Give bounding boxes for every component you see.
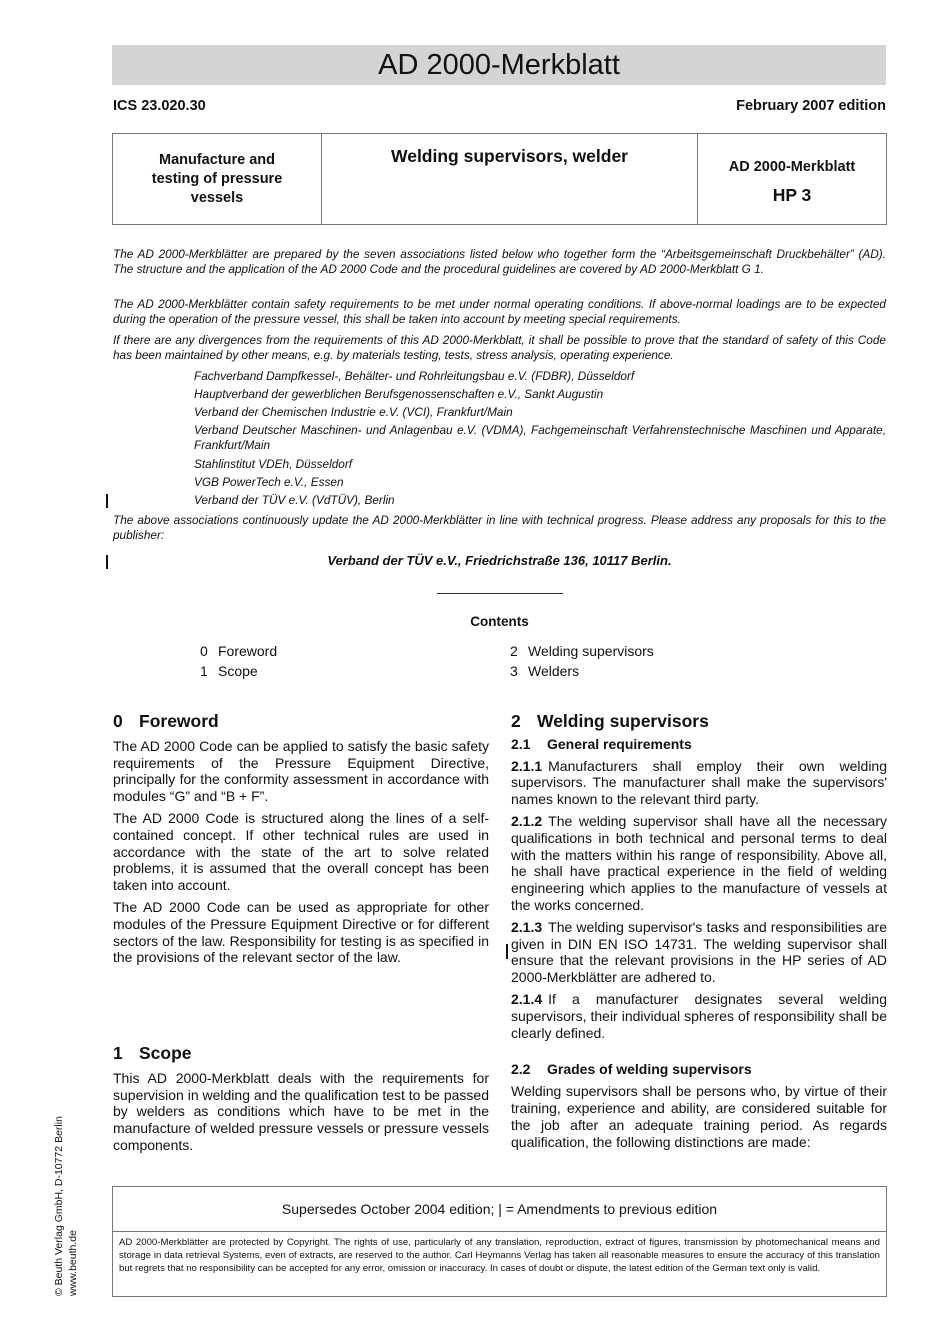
section-number: 2 [511,711,521,731]
clause-paragraph [511,758,887,808]
document-banner: AD 2000-Merkblatt [112,45,886,85]
subsection-title: Grades of welding supervisors [547,1061,752,1078]
association-item: Verband der TÜV e.V. (VdTÜV), Berlin [194,493,395,507]
section-title: Welding supervisors [537,711,709,731]
clause-number: 2.1.2 [511,812,543,829]
section-title: Foreword [139,711,219,731]
title-box [112,133,887,225]
section-title: Scope [139,1043,192,1063]
intro-paragraph-2: The AD 2000-Merkblätter contain safety requirements to be met under normal operating conditions. If above-normal loadings are to be expected during the operation of the pressure vessel, this shall be taken into account by meeting special requirements. [113,297,886,326]
contents-item-number: 2 [510,643,518,659]
copyright-notice: AD 2000-Merkblätter are protected by Copyright. The rights of use, particularly of any translation, reproduction, extract of figures, transmission by photomechanical means and storage in data retrieval Systems, even of extracts, are reserved to the author. Carl Heymanns Verlag has taken all reasonable measures to ensure the accuracy of this translation but regrets that no responsibility can be accepted for any error, omission or inaccuracy. In cases of doubt or dispute, the latest edition of the German text only is valid. [119,1237,880,1274]
clause-paragraph [511,813,887,914]
edition-date: February 2007 edition [736,98,886,114]
footer-box [112,1186,887,1297]
contents-item[interactable] [200,661,277,681]
foreword-paragraph: The AD 2000 Code can be used as appropriate for other modules of the Pressure Equipment Directive or for different sectors of the law. Responsibility for testing is as specified in the provisions of the relevant sector of the law. [113,898,489,966]
code-cell [698,134,886,224]
association-item: Verband Deutscher Maschinen- und Anlagenbau e.V. (VDMA), Fachgemeinschaft Verfahrenstechnische Maschinen und Apparate, Frankfurt/Main [194,423,886,452]
intro-paragraph-1: The AD 2000-Merkblätter are prepared by the seven associations listed below who together form the “Arbeitsgemeinschaft Druckbehälter” (AD). The structure and the application of the AD 2000 Code and the procedural guidelines are covered by AD 2000-Merkblatt G 1. [113,247,886,276]
association-item: Hauptverband der gewerblichen Berufsgenossenschaften e.V., Sankt Augustin [194,387,604,401]
clause-text: The welding supervisor shall have all the necessary qualifications in both technical and personal terms to deal with the matters within his range of responsibility. Above all, he shall have practical experience in the field of welding engineering which applies to the manufacture of vessels at the works concerned. [511,812,887,913]
section-number: 0 [113,711,123,731]
clause-text: The welding supervisor's tasks and responsibilities are given in DIN EN ISO 14731. The welding supervisor shall ensure that the relevant provisions in the HP series of AD 2000-Merkblätter are adhered to. [511,918,887,986]
association-item: Verband der Chemischen Industrie e.V. (VCI), Frankfurt/Main [194,405,513,419]
clause-text: If a manufacturer designates several welding supervisors, their individual spheres of responsibility shall be clearly defined. [511,990,887,1041]
contents-item[interactable] [200,641,277,661]
foreword-section [113,713,489,971]
document-title: Welding supervisors, welder [322,134,698,224]
clause-number: 2.1.3 [511,918,543,935]
ics-code: ICS 23.020.30 [113,98,206,114]
foreword-paragraph: The AD 2000 Code can be applied to satisfy the basic safety requirements of the Pressure Equipment Directive, principally for the conformity assessment in accordance with modules “G” and “B + F”. [113,737,489,805]
intro-paragraph-3: If there are any divergences from the requirements of this AD 2000-Merkblatt, it shall be possible to prove that the standard of safety of this Code has been maintained by other means, e.g. by materials testing, tests, stress analysis, operating experience. [113,333,886,362]
publisher-website[interactable]: www.beuth.de [67,1230,79,1296]
clause-number: 2.1.4 [511,990,543,1007]
supersedes-note: Supersedes October 2004 edition; | = Amendments to previous edition [113,1187,886,1232]
divider [437,593,563,594]
contents-item-number: 3 [510,663,518,679]
section-number: 1 [113,1043,123,1063]
subject-cell [113,134,322,224]
intro-paragraph-4: The above associations continuously update the AD 2000-Merkblätter in line with technical progress. Please address any proposals for this to the publisher: [113,513,886,542]
section-heading [113,713,489,730]
document-code: HP 3 [772,185,812,205]
clause-text: Manufacturers shall employ their own welding supervisors. The manufacturer shall make the supervisors' names known to the relevant third party. [511,757,887,808]
clause-number: 2.1.1 [511,757,543,774]
clause-paragraph: Welding supervisors shall be persons who, by virtue of their training, experience and ability, are considered suitable for the job after an adequate training period. As regards qualification, the following distinctions are made: [511,1083,887,1150]
clause-paragraph [511,991,887,1041]
change-bar [106,555,108,569]
subsection-heading [511,736,887,753]
contents-item-label: Scope [218,663,258,679]
subsection-number: 2.2 [511,1061,531,1078]
contents-item-number: 1 [200,663,208,679]
section-heading [113,1045,489,1062]
contents-list-right [510,641,654,681]
series-label: AD 2000-Merkblatt [728,159,856,175]
scope-section [113,1045,489,1159]
scope-paragraph: This AD 2000-Merkblatt deals with the requirements for supervision in welding and the qualification test to be passed by welders as conditions which have to be met in the manufacture of welded pressure vessels or pressure vessels components. [113,1069,489,1153]
contents-heading: Contents [470,614,529,629]
subsection-heading [511,1061,887,1078]
foreword-paragraph: The AD 2000 Code is structured along the lines of a self-contained concept. If other technical rules are used in accordance with the state of the art to solve related problems, it is assumed that the overall concept has been taken into account. [113,809,489,894]
association-item: Fachverband Dampfkessel-, Behälter- und Rohrleitungsbau e.V. (FDBR), Düsseldorf [194,369,635,383]
change-bar [506,944,508,959]
welding-supervisors-section [511,713,887,1155]
contents-item-label: Foreword [218,643,278,659]
contents-item[interactable] [510,661,654,681]
contents-item[interactable] [510,641,654,661]
change-bar [106,494,108,508]
section-heading [511,713,887,730]
contents-item-label: Welding supervisors [528,643,654,659]
subsection-title: General requirements [547,735,692,752]
publisher-address: Verband der TÜV e.V., Friedrichstraße 136, 10117 Berlin. [327,553,672,568]
side-imprint [52,1116,102,1296]
publisher-copyright: © Beuth Verlag GmbH, D-10772 Berlin [53,1116,65,1296]
association-item: VGB PowerTech e.V., Essen [194,475,344,489]
subject-text: Manufacture and testing of pressure vessels [151,151,283,206]
clause-paragraph [511,919,887,986]
contents-item-label: Welders [528,663,580,679]
association-item: Stahlinstitut VDEh, Düsseldorf [194,457,353,471]
contents-list-left [200,641,277,681]
subsection-number: 2.1 [511,735,531,752]
contents-item-number: 0 [200,643,208,659]
